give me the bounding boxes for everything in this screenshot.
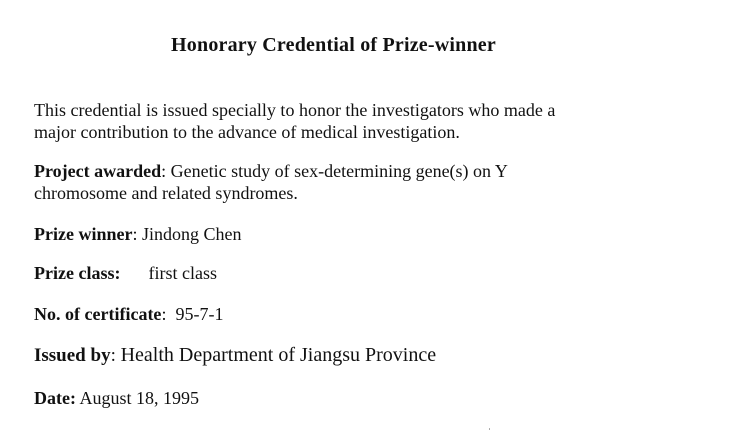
prize-winner-label: Prize winner <box>34 224 133 244</box>
prize-winner-field <box>34 223 242 245</box>
date-value: August 18, 1995 <box>79 388 200 408</box>
issued-by-label: Issued by <box>34 345 111 366</box>
intro-line-2: major contribution to the advance of medical investigation. <box>34 122 460 142</box>
issued-colon: : <box>110 345 121 366</box>
prize-class-value: first class <box>148 263 217 283</box>
certificate-number-label: No. of certificate <box>34 304 162 324</box>
certificate-colon: : <box>161 304 176 324</box>
prize-class-field <box>34 262 217 284</box>
date-field <box>34 387 199 409</box>
scan-speck-mark: ˙ <box>488 427 491 437</box>
project-awarded-field <box>34 160 734 204</box>
certificate-number-value: 95-7-1 <box>175 304 224 324</box>
project-awarded-value-line-1: Genetic study of sex-determining gene(s) on Y <box>170 161 508 181</box>
prize-class-label: Prize class: <box>34 263 121 283</box>
intro-line-1: This credential is issued specially to honor the investigators who made a <box>34 100 556 120</box>
winner-colon: : <box>132 224 142 244</box>
document-title: Honorary Credential of Prize-winner <box>171 34 496 56</box>
project-awarded-label: Project awarded <box>34 161 162 181</box>
date-label: Date: <box>34 388 76 408</box>
certificate-number-field <box>34 303 223 325</box>
issued-by-field <box>34 344 436 367</box>
project-awarded-value-line-2: chromosome and related syndromes. <box>34 183 298 203</box>
project-colon: : <box>161 161 171 181</box>
prize-winner-value: Jindong Chen <box>141 224 242 244</box>
intro-paragraph <box>34 99 734 143</box>
issued-by-value: Health Department of Jiangsu Province <box>120 344 437 366</box>
